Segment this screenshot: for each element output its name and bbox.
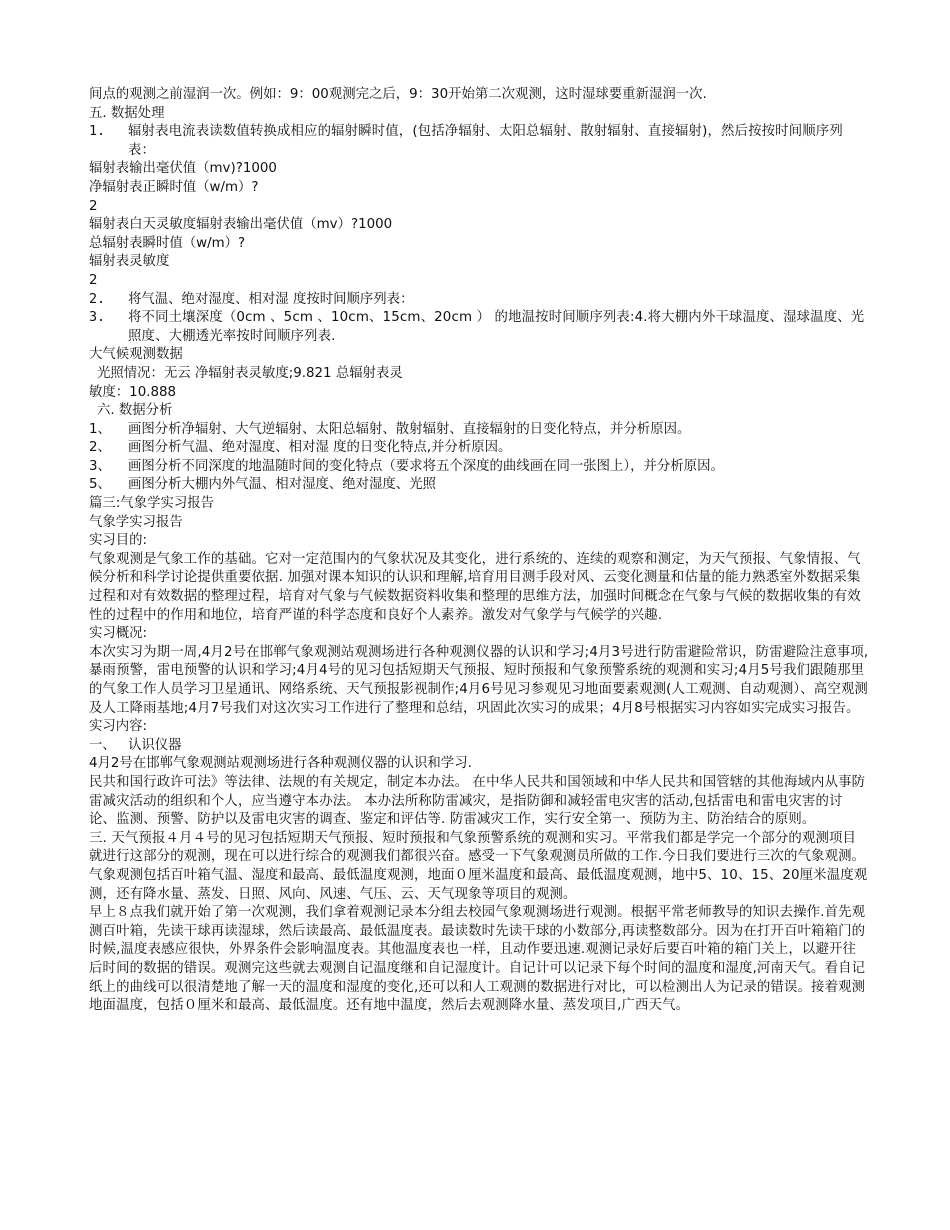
item-number: 3. [89,310,106,326]
item-number: 1、 [89,421,111,437]
item-text: 画图分析大棚内外气温、相对湿度、绝对湿度、光照 [128,477,436,493]
subheading: 实习内容: [89,719,148,735]
paragraph: 早上８点我们就开始了第一次观测，我们拿着观测记录本分组去校园气象观测场进行观测。根据平常老师教导的知识去操作.首先观测百叶箱，先读干球再读湿球，然后读最高、最低温度表。最读数时先读干球的小数部分,再读整数部分。因为在打开百叶箱箱门的时候,温度表感应很快，外界条件会影响温度表。其他温度表也一样，且动作要迅速.观测记录好后要百叶箱的箱门关上，以避开往后时间的数据的错误。观测完这些就去观测自记温度继和自记湿度计。自记计可以记录下每个时间的温度和湿度,河南天气。看自记纸上的曲线可以很清楚地了解一天的温度和湿度的变化,还可以和人工观测的数据进行对比，可以检测出人为记录的错误。接着观测地面温度，包括０厘米和最高、最低温度。还有地中温度，然后去观测降水量、蒸发项目,广西天气。 [89,905,866,1014]
formula-line: 2 [89,198,98,214]
item-text: 将不同土壤深度（0cm 、5cm 、10cm、15cm、20cm ） 的地温按时间顺序列表:4.将大棚内外干球温度、湿球温度、光照度、大棚透光率按时间顺序列表. [128,310,865,344]
numbered-item [89,458,869,477]
numbered-item [89,439,869,458]
subheading: 大气候观测数据 [89,347,183,363]
item-number: 1. [89,124,106,140]
numbered-item [89,291,869,310]
item-number: 2. [89,291,106,307]
text-line: 敏度：10.888 [89,384,177,400]
text-line: 光照情况：无云 净辐射表灵敏度;9.821 总辐射表灵 [97,365,403,381]
section-heading: 六. 数据分析 [97,403,173,419]
item-text: 画图分析气温、绝对湿度、相对湿 度的日变化特点,并分析原因。 [128,440,512,456]
subheading: 实习概况: [89,626,148,642]
formula-line: 总辐射表瞬时值（w/m）? [89,235,246,251]
numbered-item [89,476,869,495]
item-number: 5、 [89,477,111,493]
item-number: 一、 [89,737,116,753]
paragraph: 气象观测是气象工作的基础。它对一定范围内的气象状况及其变化，进行系统的、连续的观察和测定，为天气预报、气象情报、气候分析和科学讨论提供重要依据. 加强对课本知识的认识和理解,培育用目测手段对风、云变化测量和估量的能力熟悉室外数据采集过程和对有效数据的整理过程，培育对气象与气候数据资料收集和整理的思维方法，加强时间概念在气象与气候的数据收集的有效性的过程中的作用和地位，培育严谨的科学态度和良好个人素养。激发对气象学与气候学的兴趣. [89,551,861,623]
paragraph: 本次实习为期一周,4月2号在邯郸气象观测站观测场进行各种观测仪器的认识和学习;4月3号进行防雷避险常识，防雷避险注意事项,暴雨预警，雷电预警的认识和学习;4月4号的见习包括短期天气预报、短时预报和气象预警系统的观测和实习;4月5号我们跟随那里的气象工作人员学习卫星通讯、网络系统、天气预报影视制作;4月6号见习参观见习地面要素观测(人工观测、自动观测）、高空观测及人工降雨基地;4月7号我们对这次实习工作进行了整理和总结，巩固此次实习的成果；4月8号根据实习内容如实完成实习报告。 [89,644,869,716]
item-text: 认识仪器 [128,737,182,753]
paragraph: 三. 天气预报４月４号的见习包括短期天气预报、短时预报和气象预警系统的观测和实习。平常我们都是学完一个部分的观测项目就进行这部分的观测，现在可以进行综合的观测我们都很兴奋。感受一下气象观测员所做的工作.今日我们要进行三次的气象观测。气象观测包括百叶箱气温、湿度和最高、最低温度观测，地面０厘米温度和最高、最低温度观测，地中5、10、15、20厘米温度观测，还有降水量、蒸发、日照、风向、风速、气压、云、天气现象等项目的观测。 [89,830,868,902]
section-heading: 五. 数据处理 [89,105,165,121]
item-text: 画图分析净辐射、大气逆辐射、太阳总辐射、散射辐射、直接辐射的日变化特点，并分析原因。 [128,421,691,437]
report-title: 气象学实习报告 [89,514,183,530]
text-line: 4月2号在邯郸气象观测站观测场进行各种观测仪器的认识和学习. [89,756,472,772]
item-text: 辐射表电流表读数值转换成相应的辐射瞬时值，(包括净辐射、太阳总辐射、散射辐射、直接辐射)，然后按按时间顺序列表： [128,124,843,158]
numbered-item [89,737,869,756]
item-number: 3、 [89,458,111,474]
item-number: 2、 [89,440,111,456]
numbered-item [89,123,869,160]
item-text: 将气温、绝对湿度、相对湿 度按时间顺序列表： [128,291,414,307]
item-text: 画图分析不同深度的地温随时间的变化特点（要求将五个深度的曲线画在同一张图上），并分析原因。 [128,458,724,474]
formula-line: 辐射表灵敏度 [89,254,170,270]
paragraph: 民共和国行政许可法》等法律、法规的有关规定，制定本办法。 在中华人民共和国领域和中华人民共和国管辖的其他海域内从事防雷减灾活动的组织和个人，应当遵守本办法。 本办法所称防雷减灾，是指防御和减轻雷电灾害的活动,包括雷电和雷电灾害的讨论、监测、预警、防护以及雷电灾害的调查、鉴定和评估等. 防雷减灾工作，实行安全第一、预防为主、防治结合的原则。 [89,774,866,828]
numbered-item [89,309,869,346]
formula-line: 净辐射表正瞬时值（w/m）? [89,179,259,195]
document-page [89,86,869,1016]
chapter-heading: 篇三:气象学实习报告 [89,496,215,512]
numbered-item [89,421,869,440]
formula-line: 辐射表白天灵敏度辐射表输出毫伏值（mv）?1000 [89,217,393,233]
subheading: 实习目的: [89,533,148,549]
formula-line: 辐射表输出毫伏值（mv)?1000 [89,161,277,177]
formula-line: 2 [89,272,98,288]
text-line: 间点的观测之前湿润一次。例如：9：00观测完之后，9：30开始第二次观测，这时湿球要重新湿润一次. [89,87,707,102]
